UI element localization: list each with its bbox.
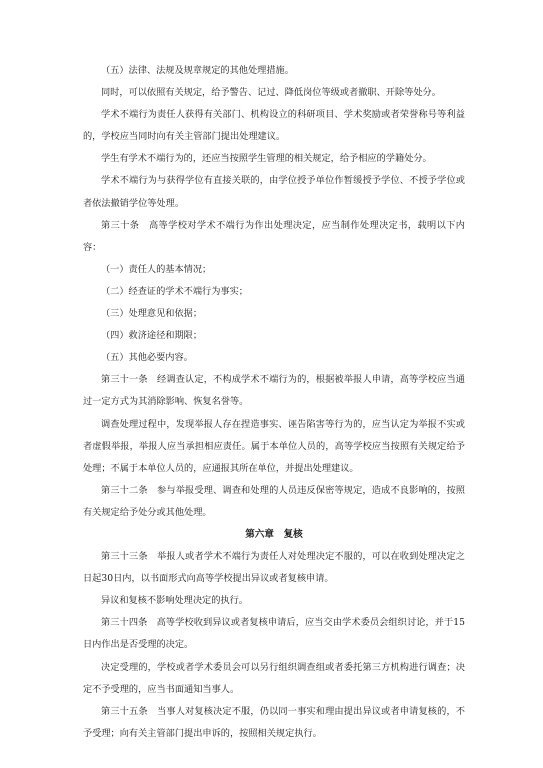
article-34: 第三十四条 高等学校收到异议或者复核申请后，应当交由学术委员会组织讨论，并于15日内作出是否受理的决定。 (83, 617, 465, 651)
document-page (83, 60, 465, 745)
article-33: 第三十三条 举报人或者学术不端行为责任人对处理决定不服的，可以在收到处理决定之日起30日内，以书面形式向高等学校提出异议或者复核申请。 (83, 551, 465, 585)
paragraph-measure-5: （五）法律、法规及规章规定的其他处理措施。 (101, 65, 294, 76)
article-35: 第三十五条 当事人对复核决定不服，仍以同一事实和理由提出异议或者申请复核的，不予受理；向有关主管部门提出申诉的，按照相关规定执行。 (83, 705, 465, 739)
article-32: 第三十二条 参与举报受理、调查和处理的人员违反保密等规定，造成不良影响的，按照有关规定给予处分或其他处理。 (83, 484, 465, 518)
article-31: 第三十一条 经调查认定，不构成学术不端行为的，根据被举报人申请，高等学校应当通过一定方式为其消除影响、恢复名誉等。 (83, 374, 465, 408)
paragraph-degree-handling: 学术不端行为与获得学位有直接关联的，由学位授予单位作暂缓授予学位、不授予学位或者依法撤销学位等处理。 (83, 175, 465, 209)
article-30-item-1: （一）责任人的基本情况； (101, 263, 212, 275)
article-30: 第三十条 高等学校对学术不端行为作出处理决定，应当制作处理决定书，载明以下内容： (83, 219, 465, 253)
article-30-item-5: （五）其他必要内容。 (101, 352, 193, 364)
paragraph-acceptance-decision: 决定受理的，学校或者学术委员会可以另行组织调查组或者委托第三方机构进行调查；决定不予受理的，应当书面通知当事人。 (83, 661, 465, 695)
paragraph-false-report: 调查处理过程中，发现举报人存在捏造事实、诬告陷害等行为的，应当认定为举报不实或者虚假举报，举报人应当承担相应责任。属于本单位人员的，高等学校应当按照有关规定给予处理；不属于本单位人员的，应通报其所在单位，并提出处理建议。 (83, 418, 465, 474)
paragraph-review-execution: 异议和复核不影响处理决定的执行。 (101, 595, 248, 607)
chapter-6-heading: 第六章 复核 (245, 528, 303, 540)
article-30-item-4: （四）救济途径和期限； (101, 330, 203, 342)
paragraph-student-sanctions: 学生有学术不端行为的，还应当按照学生管理的相关规定，给予相应的学籍处分。 (101, 153, 432, 165)
article-30-item-3: （三）处理意见和依据； (101, 308, 203, 320)
paragraph-simultaneous-sanctions: 同时，可以依照有关规定，给予警告、记过、降低岗位等级或者撤职、开除等处分。 (101, 87, 441, 99)
paragraph-project-benefits: 学术不端行为责任人获得有关部门、机构设立的科研项目、学术奖励或者荣誉称号等利益的，学校应当同时向有关主管部门提出处理建议。 (83, 109, 465, 143)
article-30-item-2: （二）经查证的学术不端行为事实； (101, 285, 248, 297)
